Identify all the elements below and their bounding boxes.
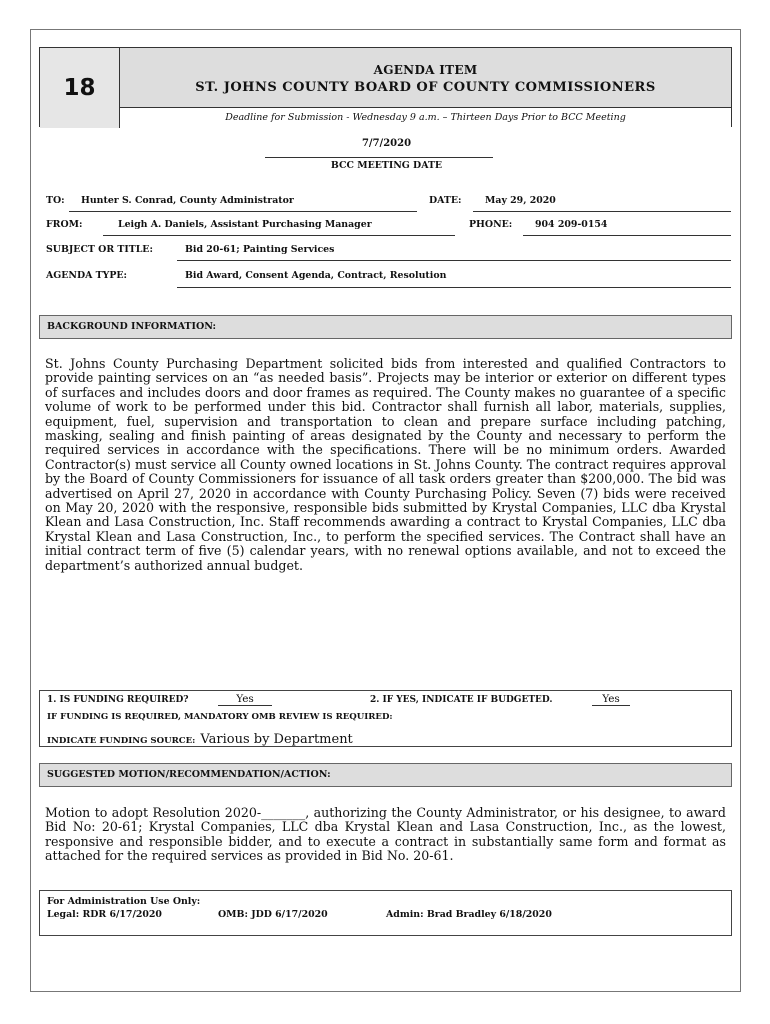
agenda-type-label: AGENDA TYPE: bbox=[46, 270, 127, 281]
phone-label: PHONE: bbox=[469, 219, 513, 230]
phone-rule bbox=[523, 235, 731, 236]
to-value: Hunter S. Conrad, County Administrator bbox=[81, 195, 294, 206]
budgeted-label: 2. IF YES, INDICATE IF BUDGETED. bbox=[370, 695, 553, 705]
subject-label: SUBJECT OR TITLE: bbox=[46, 244, 153, 255]
agenda-type-rule bbox=[177, 287, 731, 288]
motion-heading: SUGGESTED MOTION/RECOMMENDATION/ACTION: bbox=[39, 763, 732, 787]
funding-source-value: Various by Department bbox=[200, 732, 353, 747]
funding-source-label: INDICATE FUNDING SOURCE: bbox=[47, 736, 196, 746]
agenda-title-line1: AGENDA ITEM bbox=[373, 63, 478, 77]
funding-required-label: 1. IS FUNDING REQUIRED? bbox=[47, 695, 189, 705]
submission-deadline: Deadline for Submission - Wednesday 9 a.m. – Thirteen Days Prior to BCC Meeting bbox=[120, 108, 731, 127]
budgeted-value: Yes bbox=[592, 693, 630, 706]
admin-use-box bbox=[39, 890, 732, 936]
date-value: May 29, 2020 bbox=[485, 195, 556, 206]
date-label: DATE: bbox=[429, 195, 462, 206]
legal-approval: Legal: RDR 6/17/2020 bbox=[47, 909, 162, 920]
funding-source bbox=[47, 728, 353, 747]
subject-rule bbox=[177, 260, 731, 261]
meeting-date: 7/7/2020 bbox=[361, 138, 412, 149]
omb-review-note: IF FUNDING IS REQUIRED, MANDATORY OMB REVIEW IS REQUIRED: bbox=[47, 712, 393, 722]
motion-text: Motion to adopt Resolution 2020-_______, authorizing the County Administrator, or his designee, to award Bid No: 20-61; Krystal Companies, LLC dba Krystal Klean and Lasa Construction, Inc., as the lowest, responsive and responsible bidder, and to execute a contract in substantially same form and format as attached for the required services as provided in Bid No. 20-61. bbox=[45, 805, 726, 864]
subject-value: Bid 20-61; Painting Services bbox=[185, 244, 335, 255]
phone-value: 904 209-0154 bbox=[535, 219, 608, 230]
to-label: TO: bbox=[46, 195, 65, 206]
agenda-title bbox=[120, 48, 731, 108]
admin-use-heading: For Administration Use Only: bbox=[47, 896, 201, 907]
omb-approval: OMB: JDD 6/17/2020 bbox=[218, 909, 328, 920]
from-value: Leigh A. Daniels, Assistant Purchasing Manager bbox=[118, 219, 372, 230]
background-text: St. Johns County Purchasing Department solicited bids from interested and qualified Contractors to provide painting services on an “as needed basis”. Projects may be interior or exterior on different types of surfaces and includes doors and door frames as required. The County makes no guarantee of a specific volume of work to be performed under this bid. Contractor shall furnish all labor, materials, supplies, equipment, fuel, supervision and transportation to clean and prepare surface including patching, masking, sealing and finish painting of areas designated by the County and necessary to perform the required services in accordance with the specifications. There will be no minimum orders. Awarded Contractor(s) must service all County owned locations in St. Johns County. The contract requires approval by the Board of County Commissioners for issuance of all task orders greater than $200,000. The bid was advertised on April 27, 2020 in accordance with County Purchasing Policy. Seven (7) bids were received on May 20, 2020 with the responsive, responsible bids submitted by Krystal Companies, LLC dba Krystal Klean and Lasa Construction, Inc. Staff recommends awarding a contract to Krystal Companies, LLC dba Krystal Klean and Lasa Construction, Inc., to perform the specified services. The Contract shall have an initial contract term of five (5) calendar years, with no renewal options available, and not to exceed the department’s authorized annual budget. bbox=[45, 356, 726, 573]
agenda-header bbox=[39, 47, 732, 127]
funding-required-value: Yes bbox=[218, 693, 272, 706]
to-rule bbox=[69, 211, 417, 212]
date-rule bbox=[473, 211, 731, 212]
background-heading: BACKGROUND INFORMATION: bbox=[39, 315, 732, 339]
meeting-date-label: BCC MEETING DATE bbox=[330, 160, 443, 171]
from-label: FROM: bbox=[46, 219, 83, 230]
agenda-type-value: Bid Award, Consent Agenda, Contract, Resolution bbox=[185, 270, 447, 281]
agenda-title-line2: ST. JOHNS COUNTY BOARD OF COUNTY COMMISSIONERS bbox=[195, 80, 656, 95]
admin-approval: Admin: Brad Bradley 6/18/2020 bbox=[386, 909, 552, 920]
agenda-item-page bbox=[30, 29, 741, 992]
funding-box bbox=[39, 690, 732, 747]
meeting-date-rule bbox=[265, 157, 493, 158]
from-rule bbox=[103, 235, 455, 236]
agenda-item-number: 18 bbox=[40, 48, 120, 128]
